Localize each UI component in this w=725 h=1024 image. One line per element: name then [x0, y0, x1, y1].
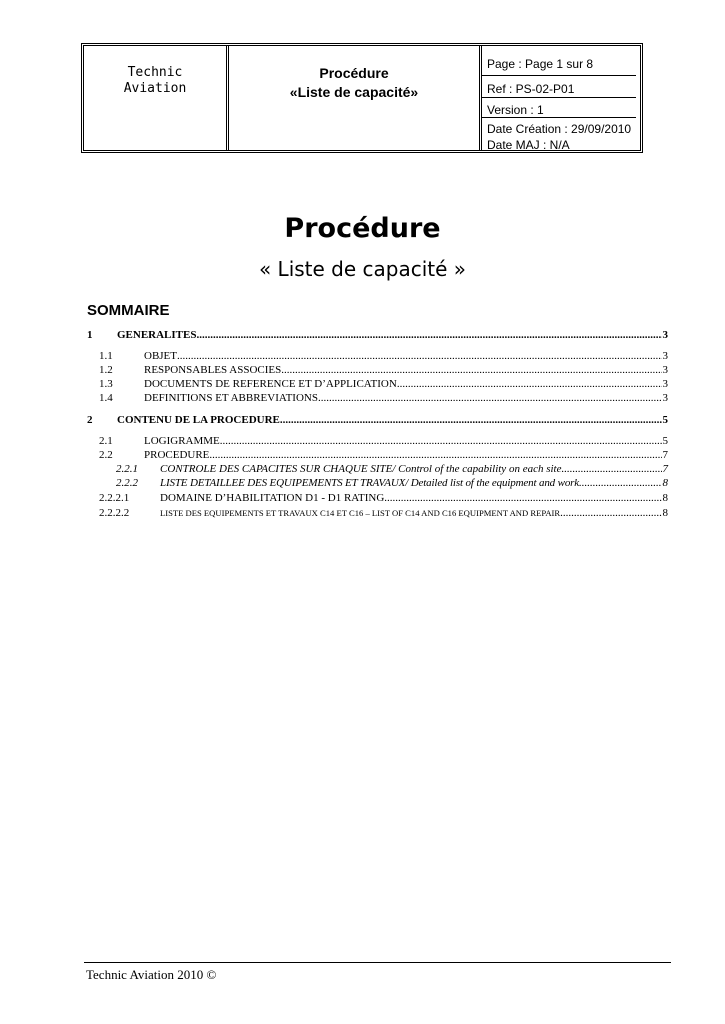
toc-entry[interactable] — [87, 492, 668, 505]
toc-page: 3 — [662, 350, 668, 362]
sommaire-heading: SOMMAIRE — [87, 302, 170, 319]
toc-leader — [579, 477, 661, 490]
toc-text: GENERALITES — [117, 329, 197, 341]
divider — [482, 75, 636, 76]
header-logo-cell — [84, 46, 229, 150]
toc-page: 8 — [662, 492, 668, 504]
toc-number: 2.2.2.2 — [99, 507, 130, 519]
toc-leader — [209, 449, 661, 462]
header-procedure-title — [229, 64, 479, 102]
reference: Ref : PS-02-P01 — [487, 82, 575, 96]
creation-date: Date Création : 29/09/2010 — [487, 122, 632, 136]
toc-text: DOMAINE D’HABILITATION D1 - D1 RATING — [160, 492, 385, 504]
version: Version : 1 — [487, 103, 544, 117]
toc-entry[interactable] — [87, 507, 668, 520]
toc-entry[interactable] — [87, 414, 668, 427]
toc-number: 1.4 — [99, 392, 113, 404]
toc-leader — [220, 435, 662, 448]
toc-entry[interactable] — [87, 350, 668, 363]
toc-entry[interactable] — [87, 435, 668, 448]
toc-leader — [397, 378, 662, 391]
toc-number: 1.2 — [99, 364, 113, 376]
toc-number: 1.3 — [99, 378, 113, 390]
toc-number: 2.2.2.1 — [99, 492, 130, 504]
toc-entry[interactable] — [87, 364, 668, 377]
toc-text: LISTE DES EQUIPEMENTS ET TRAVAUX C14 ET C16 – LIST OF C14 AND C16 EQUIPMENT AND REPAIR — [160, 508, 561, 518]
toc-entry[interactable] — [87, 463, 668, 476]
toc-text: DEFINITIONS ET ABBREVIATIONS — [144, 392, 318, 404]
divider — [482, 97, 636, 98]
toc-leader — [177, 350, 662, 363]
toc-number: 1.1 — [99, 350, 113, 362]
toc-number: 2 — [87, 414, 93, 426]
footer-divider — [84, 962, 671, 963]
procedure-name: «Liste de capacité» — [289, 84, 419, 100]
toc-number: 1 — [87, 329, 93, 341]
toc-text: PROCEDURE — [144, 449, 210, 461]
toc-text: DOCUMENTS DE REFERENCE ET D’APPLICATION — [144, 378, 397, 390]
toc-number: 2.2 — [99, 449, 113, 461]
header-procedure-cell — [229, 46, 482, 150]
toc-leader — [384, 492, 661, 505]
toc-text: RESPONSABLES ASSOCIES — [144, 364, 282, 376]
toc-text: CONTENU DE LA PROCEDURE — [117, 414, 280, 426]
toc-number: 2.2.2 — [116, 477, 138, 489]
page-subtitle: « Liste de capacité » — [258, 257, 467, 281]
toc-entry[interactable] — [87, 378, 668, 391]
toc-page: 7 — [662, 463, 668, 475]
document-header-table — [81, 43, 643, 153]
toc-entry[interactable] — [87, 477, 668, 490]
toc-leader — [196, 329, 661, 342]
toc-page: 3 — [662, 392, 668, 404]
toc-text: CONTROLE DES CAPACITES SUR CHAQUE SITE/ Control of the capability on each site — [160, 463, 562, 475]
toc-page: 8 — [662, 507, 668, 519]
toc-page: 5 — [662, 414, 668, 426]
toc-leader — [280, 414, 662, 427]
toc-number: 2.2.1 — [116, 463, 138, 475]
page-number: Page : Page 1 sur 8 — [487, 57, 594, 71]
toc-leader — [560, 507, 661, 520]
toc-text: OBJET — [144, 350, 177, 362]
procedure-label: Procédure — [319, 65, 389, 81]
toc-entry[interactable] — [87, 392, 668, 405]
toc-page: 5 — [662, 435, 668, 447]
logo-line-1: Technic — [127, 65, 183, 80]
toc-entry[interactable] — [87, 449, 668, 462]
toc-page: 3 — [662, 378, 668, 390]
logo-line-2: Aviation — [123, 81, 187, 96]
page-title: Procédure — [284, 213, 441, 244]
toc-leader — [318, 392, 662, 405]
toc-leader — [281, 364, 661, 377]
divider — [482, 117, 636, 118]
toc-page: 3 — [662, 364, 668, 376]
toc-page: 7 — [662, 449, 668, 461]
footer-copyright: Technic Aviation 2010 © — [86, 967, 217, 982]
toc-text: LISTE DETAILLEE DES EQUIPEMENTS ET TRAVAUX/ Detailed list of the equipment and work — [160, 477, 580, 489]
toc-number: 2.1 — [99, 435, 113, 447]
toc-text: LOGIGRAMME — [144, 435, 220, 447]
toc-page: 8 — [662, 477, 668, 489]
header-info-cell — [482, 46, 640, 150]
toc-leader — [561, 463, 661, 476]
toc-entry[interactable] — [87, 329, 668, 342]
company-logo — [84, 65, 226, 97]
toc-page: 3 — [662, 329, 668, 341]
update-date: Date MAJ : N/A — [487, 138, 570, 152]
